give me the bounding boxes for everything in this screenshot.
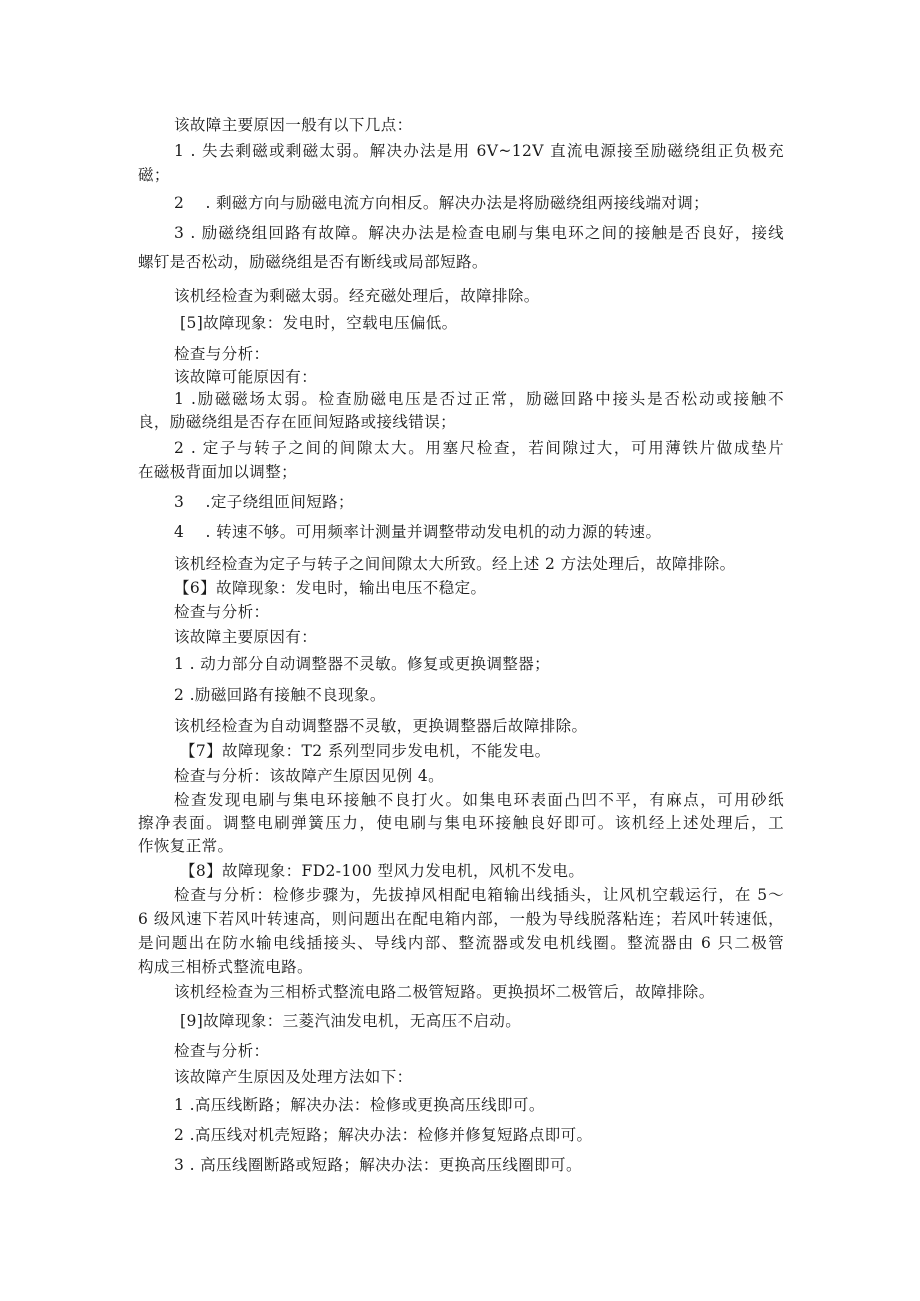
text-line: 该机经检查为三相桥式整流电路二极管短路。更换损坏二极管后，故障排除。	[174, 983, 715, 1001]
text-line: 该故障主要原因有：	[174, 628, 318, 646]
text-line: 该机经检查为剩磁太弱。经充磁处理后，故障排除。	[174, 287, 540, 305]
text-line: 是问题出在防水输电线插接头、导线内部、整流器或发电机线圈。整流器由 6 只二极管	[138, 934, 784, 952]
text-line: 4 . 转速不够。可用频率计测量并调整带动发电机的动力源的转速。	[174, 523, 662, 541]
section-heading: [5]故障现象：发电时，空载电压偏低。	[180, 314, 458, 332]
text-line: 检查与分析：	[174, 603, 270, 621]
text-line: 作恢复正常。	[138, 837, 234, 855]
text-line: 检查与分析：	[174, 345, 270, 363]
text-line: 6 级风速下若风叶转速高，则问题出在配电箱内部，一般为导线脱落粘连；若风叶转速低，	[138, 910, 784, 928]
text-line: 该故障主要原因一般有以下几点：	[174, 116, 413, 134]
section-heading: 【6】故障现象：发电时，输出电压不稳定。	[174, 579, 487, 597]
text-line: 2 . 剩磁方向与励磁电流方向相反。解决办法是将励磁绕组两接线端对调；	[174, 194, 710, 212]
text-line: 1 . 失去剩磁或剩磁太弱。解决办法是用 6V~12V 直流电源接至励磁绕组正负极充	[174, 142, 784, 160]
section-heading: 【8】故障现象：FD2-100 型风力发电机，风机不发电。	[180, 862, 585, 880]
text-line: 1 .高压线断路；解决办法：检修或更换高压线即可。	[174, 1096, 545, 1114]
text-line: 在磁极背面加以调整；	[138, 463, 298, 481]
text-line: 良，励磁绕组是否存在匝间短路或接线错误；	[138, 413, 457, 431]
text-line: 磁；	[138, 166, 170, 184]
text-line: 3 . 高压线圈断路或短路；解决办法：更换高压线圈即可。	[174, 1156, 582, 1174]
text-line: 构成三相桥式整流电路。	[138, 958, 313, 976]
text-line: 检查与分析：	[174, 1042, 270, 1060]
section-heading: [9]故障现象：三菱汽油发电机，无高压不启动。	[180, 1012, 522, 1030]
text-line: 该故障可能原因有：	[174, 368, 318, 386]
text-line: 检查与分析：检修步骤为，先拔掉风相配电箱输出线插头，让风机空载运行，在 5～	[174, 886, 784, 904]
text-line: 1 . 动力部分自动调整器不灵敏。修复或更换调整器；	[174, 655, 551, 673]
text-line: 2 .励磁回路有接触不良现象。	[174, 686, 386, 704]
text-line: 3 .定子绕组匝间短路；	[174, 493, 354, 511]
text-line: 2 .高压线对机壳短路；解决办法：检修并修复短路点即可。	[174, 1126, 593, 1144]
text-line: 该机经检查为定子与转子之间间隙太大所致。经上述 2 方法处理后，故障排除。	[174, 555, 736, 573]
text-line: 3 . 励磁绕组回路有故障。解决办法是检查电刷与集电环之间的接触是否良好，接线	[174, 224, 784, 242]
text-line: 检查与分析：该故障产生原因见例 4。	[174, 767, 444, 785]
text-line: 螺钉是否松动，励磁绕组是否有断线或局部短路。	[138, 253, 488, 271]
section-heading: 【7】故障现象：T2 系列型同步发电机，不能发电。	[180, 742, 551, 760]
text-line: 擦净表面。调整电刷弹簧压力，使电刷与集电环接触良好即可。该机经上述处理后，工	[138, 814, 784, 832]
text-line: 2 . 定子与转子之间的间隙太大。用塞尺检查，若间隙过大，可用薄铁片做成垫片	[174, 439, 784, 457]
text-line: 该机经检查为自动调整器不灵敏，更换调整器后故障排除。	[174, 717, 588, 735]
text-line: 检查发现电刷与集电环接触不良打火。如集电环表面凸凹不平，有麻点，可用砂纸	[174, 791, 784, 809]
text-line: 该故障产生原因及处理方法如下：	[174, 1068, 413, 1086]
text-line: 1 .励磁磁场太弱。检查励磁电压是否过正常，励磁回路中接头是否松动或接触不	[174, 390, 784, 408]
